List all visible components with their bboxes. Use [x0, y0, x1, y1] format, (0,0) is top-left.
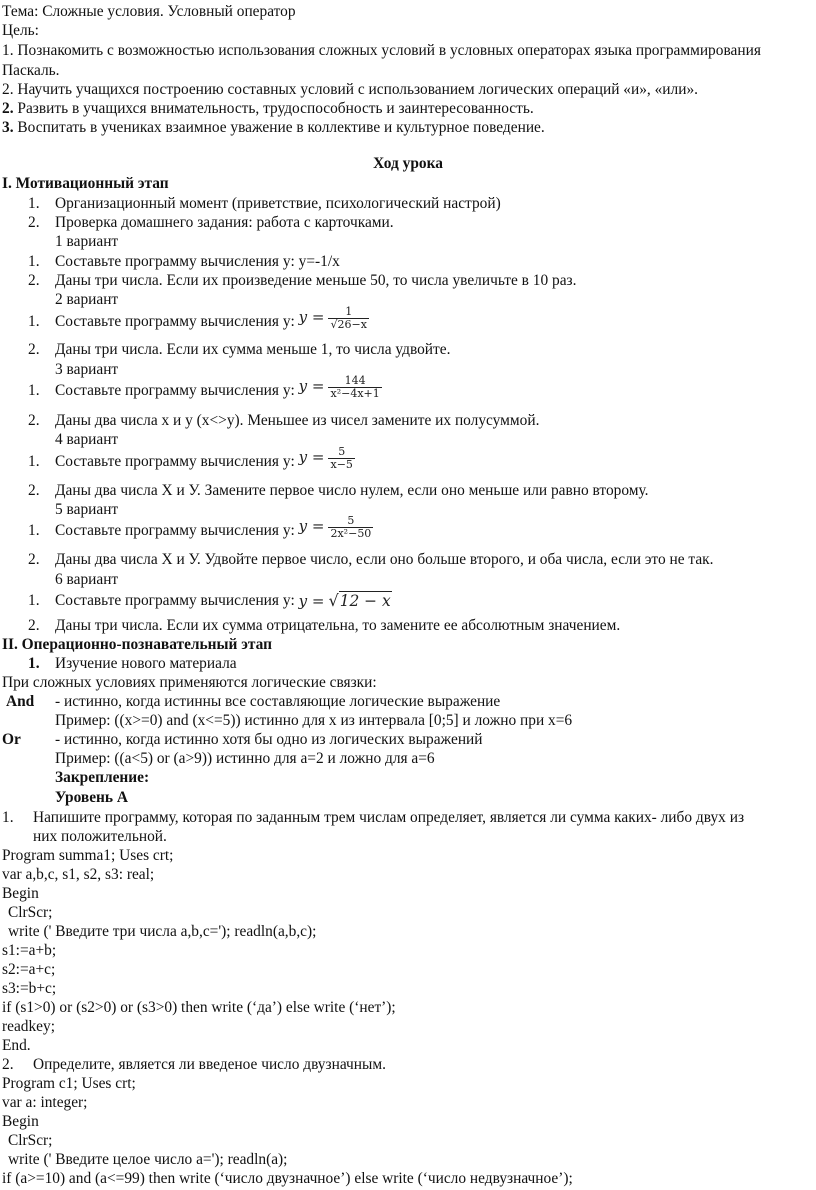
code-2-line-2: var a: integer; [2, 1094, 88, 1111]
variant-4-task-1-number: 1. [28, 453, 40, 470]
variant-6-task-1-text: Составьте программу вычисления y: [55, 592, 299, 609]
formula-y-equals: y = [298, 308, 325, 327]
formula-denominator: x²−4x+1 [330, 386, 380, 400]
variant-4-label: 4 вариант [55, 431, 119, 448]
variant-4-task-1 [55, 444, 355, 472]
goal-1-line-2: Паскаль. [2, 62, 60, 79]
stage-1-item-2-text: Проверка домашнего задания: работа с карточками. [55, 214, 394, 231]
formula-fraction [328, 446, 354, 471]
formula-y-equals: y = [298, 377, 325, 396]
formula-denominator: x−5 [330, 457, 353, 471]
variant-1-task-2-number: 2. [28, 272, 40, 289]
variant-5-label: 5 вариант [55, 501, 119, 518]
formula-numerator: 5 [338, 444, 346, 458]
variant-2-task-1 [55, 304, 369, 332]
variant-2-task-1-text: Составьте программу вычисления y: [55, 313, 299, 330]
variant-5-task-1-text: Составьте программу вычисления y: [55, 522, 299, 539]
and-example: Пример: ((x>=0) and (x<=5)) истинно для x из интервала [0;5] и ложно при x=6 [55, 712, 573, 729]
formula-numerator: 5 [347, 513, 355, 527]
variant-3-task-1-number: 1. [28, 382, 40, 399]
topic-line: Тема: Сложные условия. Условный оператор [2, 3, 296, 20]
variant-3-task-1 [55, 373, 382, 401]
variant-3-label: 3 вариант [55, 361, 119, 378]
variant-3-task-2-text: Даны два числа x и y (x<>y). Меньшее из чисел замените их полусуммой. [55, 412, 540, 429]
task-2-number: 2. [2, 1056, 14, 1073]
variant-5-task-1-number: 1. [28, 522, 40, 539]
formula-radicand: 12 − x [339, 592, 391, 611]
variant-5-formula [299, 515, 374, 540]
formula-numerator: 144 [344, 373, 366, 387]
variant-6-label: 6 вариант [55, 571, 119, 588]
task-1-line-1: Напишите программу, которая по заданным трем числам определяет, является ли сумма каких- либо двух из [33, 809, 745, 826]
or-example: Пример: ((a<5) or (a>9)) истинно для a=2 и ложно для a=6 [55, 750, 435, 767]
code-2-line-4: ClrScr; [8, 1132, 53, 1149]
variant-5-task-2-text: Даны два числа Х и У. Удвойте первое число, если оно больше второго, и оба числа, если это не так. [55, 551, 714, 568]
goal-label: Цель: [2, 22, 39, 39]
goal-4-number: 3. [2, 119, 14, 136]
task-2-text: Определите, является ли введеное число двузначным. [33, 1056, 386, 1073]
code-1-line-1: Program summa1; Uses crt; [2, 847, 174, 864]
variant-4-formula [299, 446, 355, 471]
code-1-line-6: s1:=a+b; [2, 942, 57, 959]
variant-2-task-2-text: Даны три числа. Если их сумма меньше 1, то числа удвойте. [55, 341, 451, 358]
code-1-line-9: if (s1>0) or (s2>0) or (s3>0) then write (‘да’) else write (‘нет’); [2, 999, 396, 1016]
code-1-line-2: var a,b,c, s1, s2, s3: real; [2, 866, 155, 883]
formula-fraction [328, 375, 381, 400]
code-1-line-10: readkey; [2, 1018, 55, 1035]
and-keyword: And [6, 693, 35, 710]
level-a-label: Уровень А [55, 789, 129, 806]
task-1-line-2: них положительной. [33, 828, 167, 845]
variant-3-task-2-number: 2. [28, 412, 40, 429]
lesson-title: Ход урока [373, 155, 443, 172]
formula-y-equals: y = [298, 517, 325, 536]
and-description: - истинно, когда истинны все составляющие логические выражение [55, 693, 501, 710]
variant-2-task-2-number: 2. [28, 341, 40, 358]
stage-2-item-number: 1. [28, 655, 40, 672]
variant-4-task-2-number: 2. [28, 482, 40, 499]
variant-1-task-1-text: Составьте программу вычисления y: y=-1/x [55, 253, 340, 270]
variant-6-task-2-text: Даны три числа. Если их сумма отрицательна, то замените ее абсолютным значением. [55, 617, 621, 634]
goal-4 [2, 118, 545, 138]
code-1-line-5: write (' Введите три числа a,b,c='); readln(a,b,c); [8, 923, 317, 940]
formula-fraction [328, 306, 368, 331]
variant-4-task-2-text: Даны два числа Х и У. Замените первое число нулем, если оно меньше или равно второму. [55, 482, 649, 499]
formula-denominator: 2x²−50 [330, 526, 372, 540]
goal-3-number: 2. [2, 100, 14, 117]
code-1-line-8: s3:=b+c; [2, 980, 57, 997]
stage-1-item-1-text: Организационный момент (приветствие, психологический настрой) [55, 195, 501, 212]
variant-6-task-1 [55, 591, 392, 612]
reinforcement-label: Закрепление: [55, 769, 150, 786]
variant-2-label: 2 вариант [55, 291, 119, 308]
formula-y-equals: y = [298, 448, 325, 467]
variant-1-task-2-text: Даны три числа. Если их произведение меньше 50, то числа увеличьте в 10 раз. [55, 272, 577, 289]
goal-3 [2, 99, 534, 119]
or-keyword: Or [2, 731, 21, 748]
code-1-line-11: End. [2, 1037, 31, 1054]
stage-1-item-1-number: 1. [28, 195, 40, 212]
variant-6-task-1-number: 1. [28, 592, 40, 609]
variant-5-task-1 [55, 513, 373, 541]
variant-5-task-2-number: 2. [28, 551, 40, 568]
stage-2-title: II. Операционно-познавательный этап [2, 636, 273, 653]
code-2-line-3: Begin [2, 1113, 39, 1130]
variant-2-task-1-number: 1. [28, 313, 40, 330]
variant-6-formula [299, 591, 392, 612]
variant-2-formula [299, 306, 369, 331]
formula-y-equals: y = [298, 592, 325, 611]
logic-intro: При сложных условиях применяются логические связки: [2, 674, 377, 691]
goal-4-text: Воспитать в учениках взаимное уважение в коллективе и культурное поведение. [13, 119, 545, 136]
stage-2-item-text: Изучение нового материала [55, 655, 237, 672]
goal-1-line-1: 1. Познакомить с возможностью использования сложных условий в условных операторах языка программирования [2, 42, 761, 59]
or-description: - истинно, когда истинно хотя бы одно из логических выражений [55, 731, 483, 748]
formula-numerator: 1 [345, 304, 353, 318]
formula-fraction [328, 515, 373, 540]
variant-6-task-2-number: 2. [28, 617, 40, 634]
variant-1-label: 1 вариант [55, 233, 119, 250]
code-2-line-5: write (' Введите целое число a='); readln(a); [8, 1151, 288, 1168]
sqrt-symbol: √ [328, 591, 339, 611]
stage-1-title: I. Мотивационный этап [2, 175, 169, 192]
code-1-line-4: ClrScr; [8, 904, 53, 921]
goal-3-text: Развить в учащихся внимательность, трудоспособность и заинтересованность. [13, 100, 534, 117]
code-2-line-1: Program c1; Uses crt; [2, 1075, 136, 1092]
code-1-line-7: s2:=a+c; [2, 961, 56, 978]
task-1-number: 1. [2, 809, 14, 826]
variant-3-task-1-text: Составьте программу вычисления y: [55, 382, 299, 399]
variant-3-formula [299, 375, 382, 400]
code-2-line-6: if (a>=10) and (a<=99) then write (‘число двузначное’) else write (‘число недвузначное’); [2, 1170, 573, 1187]
code-1-line-3: Begin [2, 885, 39, 902]
variant-4-task-1-text: Составьте программу вычисления y: [55, 453, 299, 470]
stage-1-item-2-number: 2. [28, 214, 40, 231]
goal-2: 2. Научить учащихся построению составных условий с использованием логических операций «и», «или». [2, 81, 699, 98]
variant-1-task-1-number: 1. [28, 253, 40, 270]
formula-denominator: √26−x [330, 317, 367, 331]
